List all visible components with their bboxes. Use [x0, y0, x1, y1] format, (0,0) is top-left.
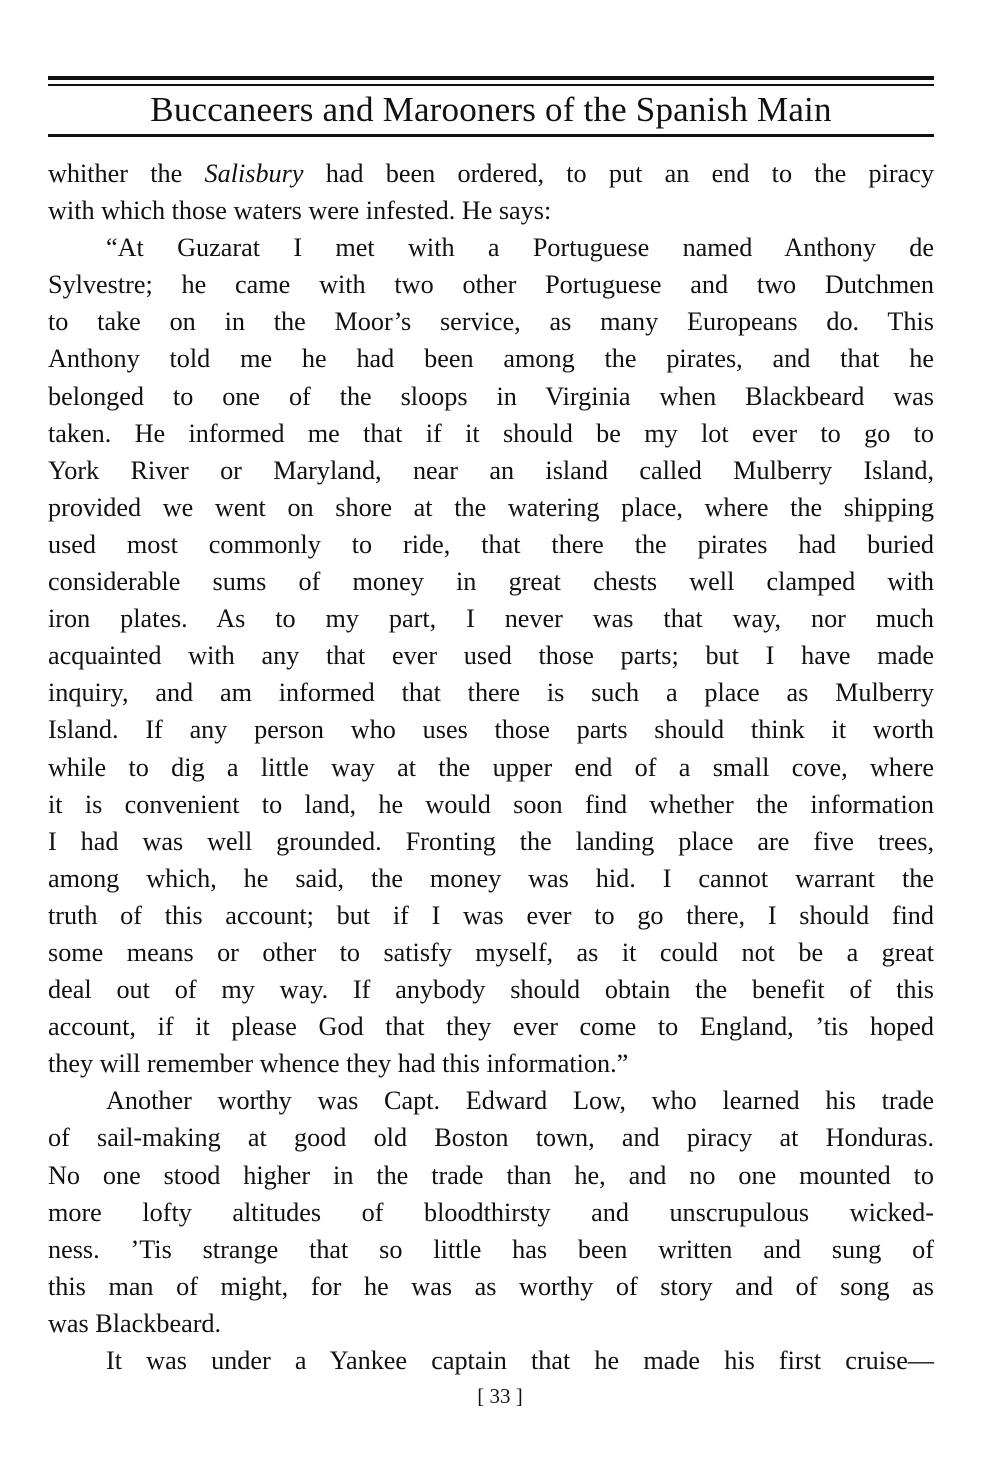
- text-line: of sail-making at good old Boston town, and piracy at Honduras.: [48, 1123, 934, 1153]
- text-line: to take on in the Moor’s service, as many Europeans do. This: [48, 307, 934, 337]
- text-line: York River or Maryland, near an island called Mulberry Island,: [48, 455, 934, 485]
- paragraph-start-line: It was under a Yankee captain that he made his first cruise—: [106, 1346, 934, 1375]
- text-line: iron plates. As to my part, I never was that way, nor much: [48, 604, 934, 634]
- text-line: inquiry, and am informed that there is such a place as Mulberry: [48, 678, 934, 708]
- text-line: acquainted with any that ever used those parts; but I have made: [48, 641, 934, 671]
- text-line: while to dig a little way at the upper end of a small cove, where: [48, 752, 934, 782]
- text-line: this man of might, for he was as worthy of story and of song as: [48, 1271, 934, 1301]
- running-header-title: Buccaneers and Marooners of the Spanish Main: [150, 90, 832, 129]
- text-line: I had was well grounded. Fronting the landing place are five trees,: [48, 826, 934, 856]
- text-line: with which those waters were infested. He says:: [48, 196, 552, 226]
- text-line: ness. ’Tis strange that so little has been written and sung of: [48, 1234, 934, 1264]
- text-line: Sylvestre; he came with two other Portuguese and two Dutchmen: [48, 270, 934, 300]
- text-line: considerable sums of money in great chests well clamped with: [48, 567, 934, 597]
- text-line: No one stood higher in the trade than he, and no one mounted to: [48, 1160, 934, 1190]
- page-number: [ 33 ]: [477, 1384, 523, 1408]
- text-line: was Blackbeard.: [48, 1308, 222, 1338]
- text-line: they will remember whence they had this information.”: [48, 1049, 629, 1079]
- header-rule-top: [48, 76, 934, 80]
- text-line: truth of this account; but if I was ever to go there, I should find: [48, 900, 934, 930]
- text-line: used most commonly to ride, that there the pirates had buried: [48, 529, 934, 559]
- text-line: Island. If any person who uses those parts should think it worth: [48, 715, 934, 745]
- text-line: some means or other to satisfy myself, as it could not be a great: [48, 937, 934, 967]
- text-line: belonged to one of the sloops in Virginia when Blackbeard was: [48, 381, 934, 411]
- text-line: deal out of my way. If anybody should obtain the benefit of this: [48, 975, 934, 1005]
- text-line: taken. He informed me that if it should be my lot ever to go to: [48, 418, 934, 448]
- text-line: whither the Salisbury had been ordered, to put an end to the piracy: [48, 159, 934, 188]
- text-line: provided we went on shore at the watering place, where the shipping: [48, 492, 934, 522]
- header-rule-top-thin: [48, 84, 934, 86]
- text-line: more lofty altitudes of bloodthirsty and unscrupulous wicked-: [48, 1197, 934, 1227]
- text-line: among which, he said, the money was hid. I cannot warrant the: [48, 863, 934, 893]
- paragraph-start-line: Another worthy was Capt. Edward Low, who learned his trade: [106, 1086, 934, 1116]
- text-line: account, if it please God that they ever come to England, ’tis hoped: [48, 1012, 934, 1042]
- text-line: Anthony told me he had been among the pirates, and that he: [48, 344, 934, 374]
- text-line: it is convenient to land, he would soon find whether the information: [48, 789, 934, 819]
- header-rule-bottom: [48, 134, 934, 137]
- paragraph-start-line: “At Guzarat I met with a Portuguese named Anthony de: [106, 233, 934, 263]
- body-text: [48, 155, 934, 1379]
